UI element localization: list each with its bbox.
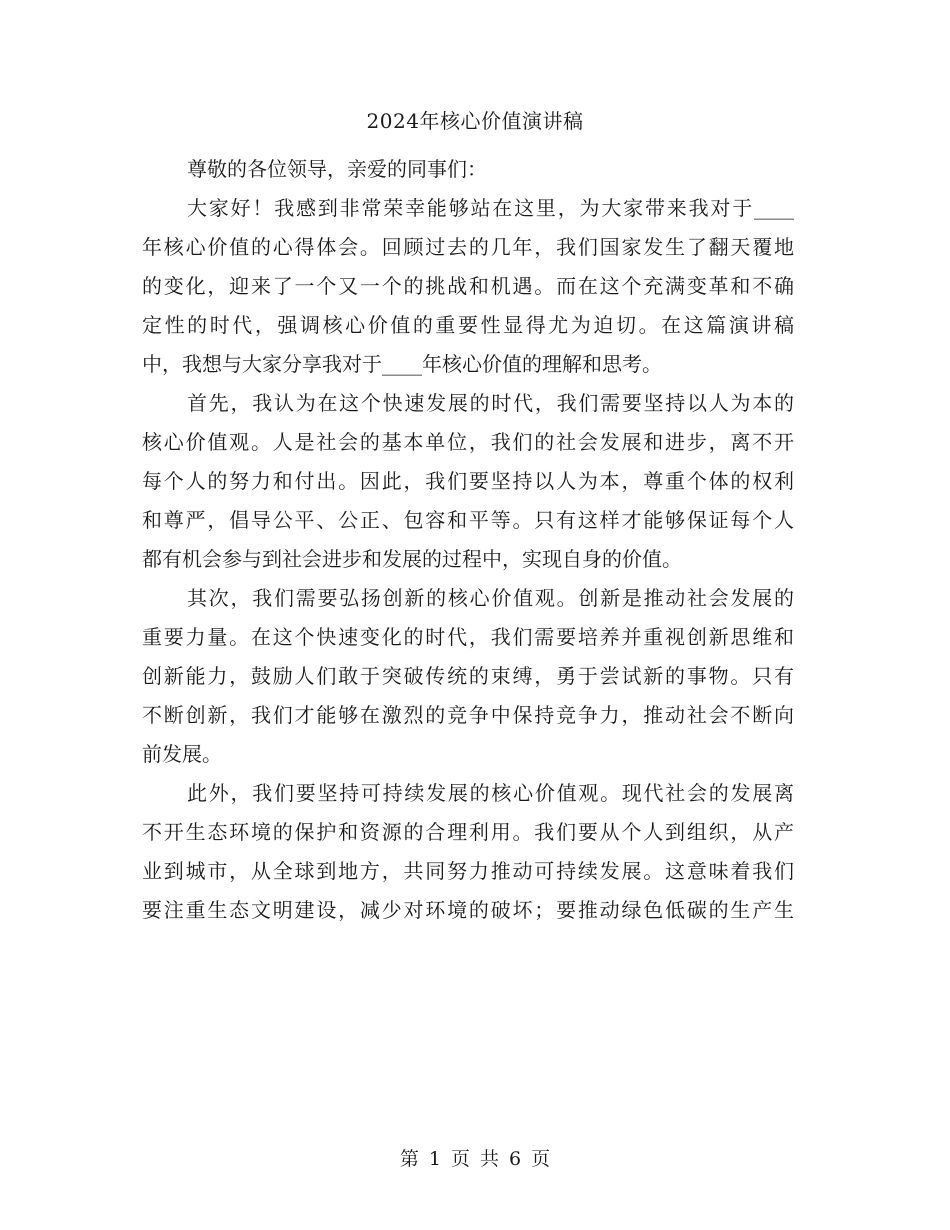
text-line: 大家好！我感到非常荣幸能够站在这里，为大家带来我对于____ <box>187 196 794 220</box>
paragraph-people-oriented <box>142 384 794 579</box>
text-line: 其次，我们需要弘扬创新的核心价值观。创新是推动社会发展的 <box>187 586 794 610</box>
paragraph-greeting <box>142 189 794 384</box>
text-line: 此外，我们要坚持可持续发展的核心价值观。现代社会的发展离 <box>187 781 794 805</box>
text-line: 定性的时代，强调核心价值的重要性显得尤为迫切。在这篇演讲稿 <box>142 313 794 337</box>
text-line: 首先，我认为在这个快速发展的时代，我们需要坚持以人为本的 <box>187 391 794 415</box>
text-line: 中，我想与大家分享我对于____年核心价值的理解和思考。 <box>142 352 662 376</box>
paragraph-innovation <box>142 579 794 774</box>
text-line: 不断创新，我们才能够在激烈的竞争中保持竞争力，推动社会不断向 <box>142 703 794 727</box>
text-line: 年核心价值的心得体会。回顾过去的几年，我们国家发生了翻天覆地 <box>142 235 794 259</box>
text-line: 和尊严，倡导公平、公正、包容和平等。只有这样才能够保证每个人 <box>142 508 794 532</box>
text-line: 前发展。 <box>142 742 222 766</box>
text-line: 创新能力，鼓励人们敢于突破传统的束缚，勇于尝试新的事物。只有 <box>142 664 794 688</box>
text-line: 每个人的努力和付出。因此，我们要坚持以人为本，尊重个体的权利 <box>142 469 794 493</box>
text-line: 不开生态环境的保护和资源的合理利用。我们要从个人到组织，从产 <box>142 820 794 844</box>
document-body <box>142 150 794 930</box>
text-line: 都有机会参与到社会进步和发展的过程中，实现自身的价值。 <box>142 547 682 571</box>
text-line: 核心价值观。人是社会的基本单位，我们的社会发展和进步，离不开 <box>142 430 794 454</box>
text-line: 重要力量。在这个快速变化的时代，我们需要培养并重视创新思维和 <box>142 625 794 649</box>
text-line: 尊敬的各位领导，亲爱的同事们： <box>187 157 487 181</box>
page-footer: 第 1 页 共 6 页 <box>399 1148 551 1170</box>
text-line: 的变化，迎来了一个又一个的挑战和机遇。而在这个充满变革和不确 <box>142 274 794 298</box>
document-title: 2024年核心价值演讲稿 <box>366 109 584 133</box>
text-line: 要注重生态文明建设，减少对环境的破坏；要推动绿色低碳的生产生 <box>142 898 794 922</box>
paragraph-salutation <box>142 150 794 189</box>
paragraph-sustainability <box>142 774 794 930</box>
text-line: 业到城市，从全球到地方，共同努力推动可持续发展。这意味着我们 <box>142 859 794 883</box>
